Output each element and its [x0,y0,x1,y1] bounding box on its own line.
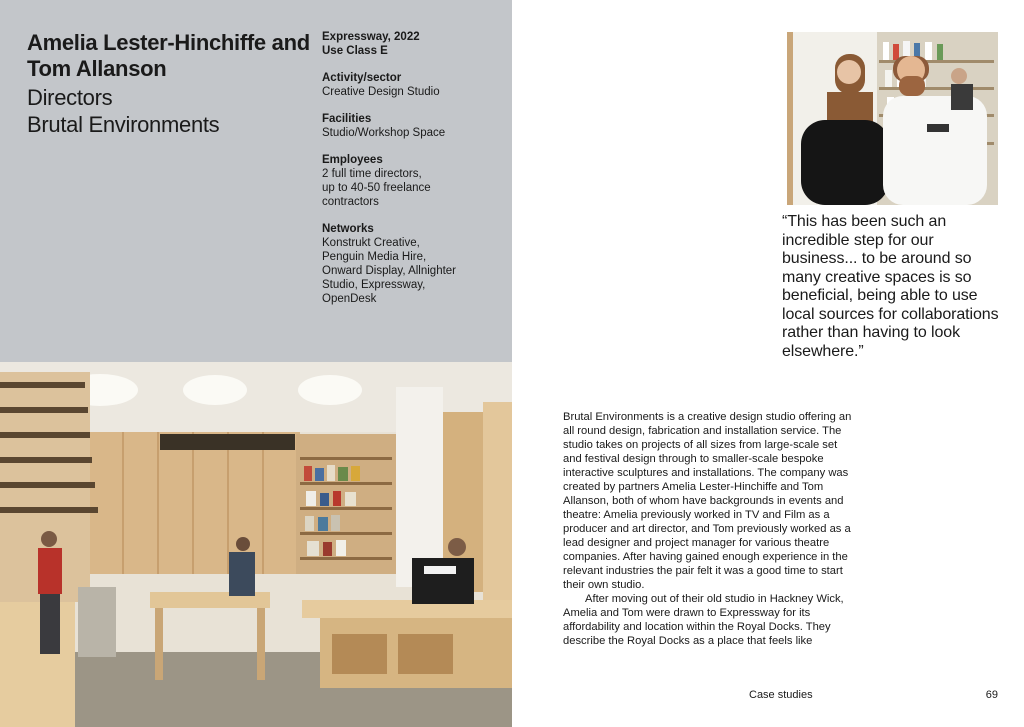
profile-name: Amelia Lester-Hinchiffe and Tom Allanson [27,30,310,81]
company-name: Brutal Environments [27,112,220,137]
profile-panel [0,0,512,362]
facilities-label: Facilities [322,113,372,125]
pull-quote: “This has been such an incredible step for our business... to be around so many creative spaces is so beneficial, being able to use local sources for collaborations rather than having to look elsewhere.” [782,213,999,360]
networks-value: Konstrukt Creative, Penguin Media Hire, Onward Display, Allnighter Studio, Expressway, OpenDesk [322,237,457,305]
use-class-label: Use Class E [322,45,388,57]
article-body [563,410,855,648]
fact-activity [322,71,502,99]
portrait-illustration [787,32,998,205]
fact-networks [322,222,502,306]
employees-label: Employees [322,154,383,166]
fact-location [322,30,502,58]
right-page [512,0,1024,727]
facilities-value: Studio/Workshop Space [322,127,446,139]
body-paragraph-1: Brutal Environments is a creative design studio offering an all round design, fabrication and installation service. The studio takes on projects of all sizes from large-scale set and festival design through to smaller-scale bespoke interactive sculptures and installations. The company was created by partners Amelia Lester-Hinchiffe and Tom Allanson, both of whom have backgrounds in events and theatre: Amelia previously worked in TV and Film as a producer and art director, and Tom previously worked as a lead designer and project manager for various theatre companies. After having gained enough experience in the relevant industries the pair felt it was a good time to start their own studio. [563,411,852,591]
fact-facilities [322,112,502,140]
profile-role [27,84,307,138]
footer-section-label: Case studies [749,689,813,701]
role-title: Directors [27,85,113,110]
body-paragraph-2: After moving out of their old studio in Hackney Wick, Amelia and Tom were drawn to Expressway for its affordability and location within the Royal Docks. They describe the Royal Docks as a place that feels like [563,593,844,647]
location-label: Expressway, 2022 [322,31,420,43]
activity-value: Creative Design Studio [322,86,440,98]
page-number: 69 [985,689,998,701]
workshop-illustration [0,362,512,727]
directors-portrait [787,32,998,205]
fact-employees [322,153,502,209]
employees-value: 2 full time directors, up to 40-50 freelance contractors [322,168,431,208]
fact-sheet [322,30,502,319]
networks-label: Networks [322,223,374,235]
activity-label: Activity/sector [322,72,402,84]
workshop-photo [0,362,512,727]
